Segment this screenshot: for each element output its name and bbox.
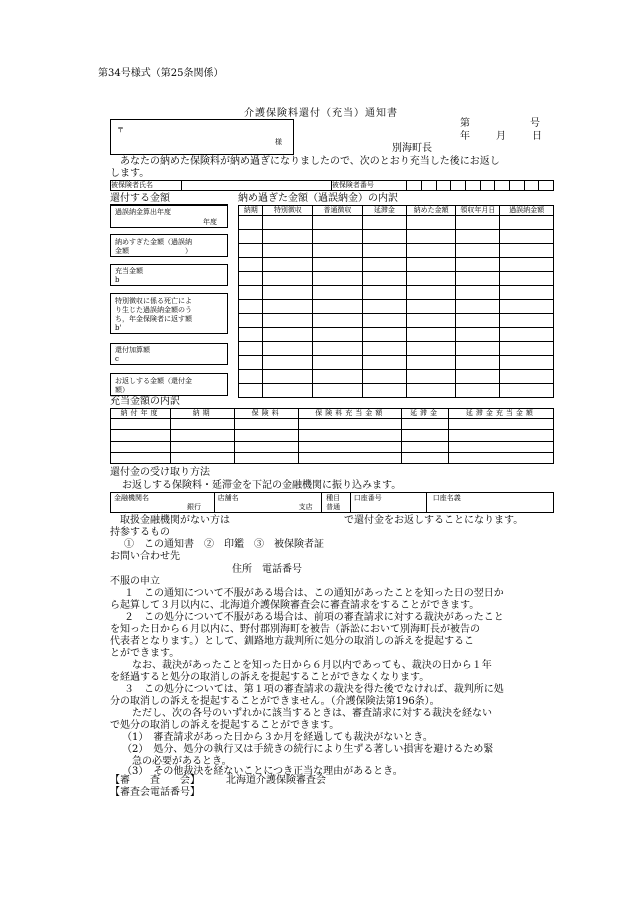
alloc-col-1: 納期 [171, 409, 235, 419]
doc-no-go: 号 [530, 118, 540, 129]
receive-method-text: お返しする保険料・延滞金を下記の金融機関に振り込みます。 [122, 480, 402, 491]
alloc-row [111, 419, 554, 430]
alloc-row [111, 430, 554, 441]
objection-line: 分の取消しの訴えを提起することができません。（介護保険法第196条）。 [110, 696, 440, 707]
bank-suffix: 銀行 [187, 503, 201, 511]
date-year: 年 [460, 131, 470, 142]
overpaid-amount-box: 納めすぎた金額（過誤納 金額 ） [110, 234, 228, 257]
objection-line: （3） その他裁決を経ないことにつき正当な理由があるとき。 [122, 766, 403, 777]
allocation-heading: 充当金額の内訳 [110, 396, 180, 407]
overpaid-row [239, 272, 554, 286]
alloc-row [111, 452, 554, 463]
insured-name-label: 被保険者氏名 [111, 181, 182, 191]
review-board-value: 北海道介護保険審査会 [226, 775, 326, 786]
overpaid-row [239, 230, 554, 244]
alloc-col-0: 納付年度 [111, 409, 171, 419]
bank-name-label: 金融機関名 [114, 494, 149, 502]
overpaid-row [239, 286, 554, 300]
alloc-col-2: 保険料 [235, 409, 299, 419]
objection-line: ３ この処分については、第１項の審査請求の裁決を得た後でなければ、裁判所に処 [124, 684, 504, 695]
objection-line: ２ この処分について不服がある場合は、前項の審査請求に対する裁決があったこと [124, 612, 504, 623]
holder-label: 口座名義 [432, 494, 461, 502]
no-bank-text2: で還付金をお返しすることになります。 [344, 515, 524, 526]
overpaid-table [238, 205, 554, 398]
addition-amount-box: 還付加算額 c [110, 343, 228, 365]
alloc-col-4: 延滞金 [402, 409, 448, 419]
bring-items: ① この通知書 ② 印鑑 ③ 被保険者証 [124, 539, 324, 550]
overpaid-col-0: 納期 [239, 206, 263, 216]
page-title: 介護保険料還付（充当）通知書 [244, 108, 398, 119]
overpaid-heading: 納め過ぎた金額（過誤納金）の内訳 [238, 193, 398, 204]
fiscal-year-box: 過誤納金算出年度 年度 [110, 205, 228, 228]
overpaid-row [239, 216, 554, 230]
overpaid-col-6: 過誤納金額 [500, 206, 554, 216]
objection-line: を経過すると処分の取消しの訴えを提起することができなくなります。 [110, 672, 430, 683]
overpaid-row [239, 356, 554, 370]
alloc-col-5: 延滞金充当金額 [448, 409, 553, 419]
date-day: 日 [532, 131, 542, 142]
intro-line1: あなたの納めた保険料が納め過ぎになりましたので、次のとおり充当した後にお返し [120, 156, 500, 167]
overpaid-col-2: 普通徴収 [313, 206, 363, 216]
overpaid-row [239, 328, 554, 342]
special-collection-box: 特別徴収に係る死亡によ り生じた過誤納金額のう ち，年金保険者に返す額 b' [110, 293, 228, 334]
overpaid-col-5: 領収年月日 [456, 206, 500, 216]
overpaid-row [239, 244, 554, 258]
objection-line: とができます。 [110, 648, 180, 659]
objection-line: ら起算して３月以内に、北海道介護保険審査会に審査請求をすることができます。 [110, 600, 480, 611]
type-label: 種目 [326, 494, 341, 502]
date-month: 月 [496, 131, 506, 142]
account-label: 口座番号 [353, 494, 382, 502]
overpaid-col-4: 納めた金額 [406, 206, 456, 216]
form-number: 第34号様式（第25条関係） [98, 68, 224, 79]
objection-heading: 不服の申立 [110, 576, 160, 587]
objection-line: で処分の取消しの訴えを提起することができます。 [110, 720, 340, 731]
objection-line: （2） 処分、処分の執行又は手続きの続行により生ずる著しい損害を避けるため緊 [122, 744, 494, 755]
branch-suffix: 支店 [298, 503, 313, 511]
overpaid-row [239, 314, 554, 328]
objection-line: １ この通知について不服がある場合は、この通知があったことを知った日の翌日か [124, 588, 504, 599]
bring-heading: 持参するもの [110, 527, 170, 538]
alloc-col-3: 保険料充当金額 [299, 409, 402, 419]
alloc-row [111, 441, 554, 452]
postal-mark: 〒 [117, 126, 124, 134]
insured-name-cell [182, 181, 331, 191]
allocation-table [110, 408, 554, 464]
objection-line: を知った日から６月以内に、野付郡別海町を被告（訴訟において別海町長が被告の [110, 624, 480, 635]
doc-no-dai: 第 [460, 118, 470, 129]
overpaid-col-3: 延滞金 [362, 206, 406, 216]
receive-method-heading: 還付金の受け取り方法 [110, 467, 210, 478]
review-board-label: 【審 査 会】 [110, 775, 200, 786]
applied-amount-box: 充当金額 b [110, 264, 228, 286]
addressee-box [110, 119, 294, 155]
overpaid-row [239, 370, 554, 384]
contact-heading: お問い合わせ先 [110, 551, 180, 562]
objection-line: なお、裁決があったことを知った日から６月以内であっても、裁決の日から１年 [132, 660, 492, 671]
objection-line: 急の必要があるとき。 [132, 756, 232, 767]
overpaid-row [239, 384, 554, 398]
insured-table [110, 180, 554, 191]
type-value: 普通 [326, 503, 341, 511]
overpaid-row [239, 258, 554, 272]
objection-line: 代表者となります。）として、釧路地方裁判所に処分の取消しの訴えを提起するこ [110, 636, 474, 647]
refund-amount-heading: 還付する金額 [110, 193, 170, 204]
objection-line: ただし、次の各号のいずれかに該当するときは、審査請求に対する裁決を経ない [132, 708, 492, 719]
addressee-sama: 様 [275, 138, 282, 146]
insured-number-label: 被保険者番号 [331, 181, 406, 191]
overpaid-row [239, 300, 554, 314]
intro-line2: します。 [110, 168, 150, 179]
branch-label: 店舗名 [217, 494, 239, 502]
no-bank-text: 取扱金融機関がない方は [120, 515, 230, 526]
objection-line: （1） 審査請求があった日から３か月を経過しても裁決がないとき。 [122, 732, 433, 743]
contact-text: 住所 電話番号 [232, 564, 302, 575]
overpaid-row [239, 342, 554, 356]
overpaid-col-1: 特別徴収 [263, 206, 313, 216]
review-phone-label: 【審査会電話番号】 [110, 787, 200, 798]
return-amount-box: お返しする金額（還付金 額） [110, 373, 228, 396]
issuer: 別海町長 [392, 143, 432, 154]
bank-table [110, 492, 554, 513]
